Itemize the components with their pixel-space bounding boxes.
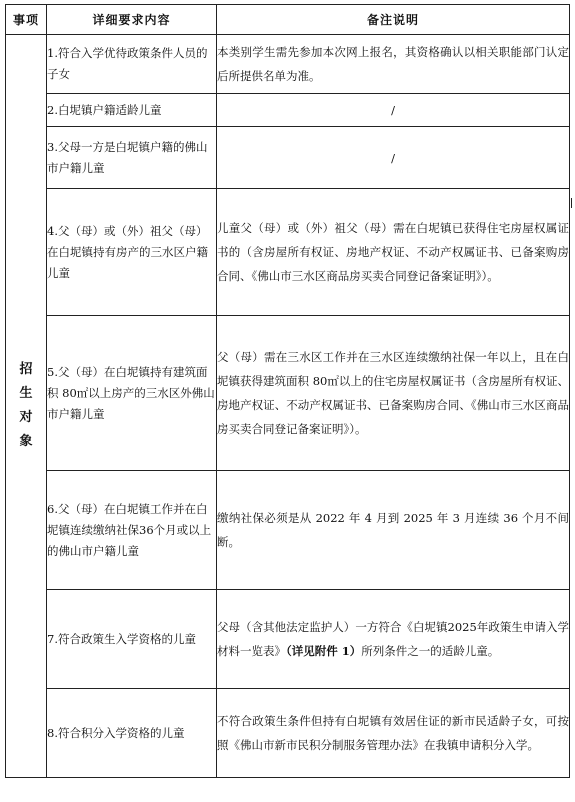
table-row xyxy=(6,471,570,590)
note-text: 所列条件之一的适龄儿童。 xyxy=(361,644,500,658)
attachment-reference: （详见附件 1） xyxy=(286,644,362,658)
table-row xyxy=(6,316,570,471)
note-cell: / xyxy=(217,94,570,127)
note-cell: 不符合政策生条件但持有白坭镇有效居住证的新市民适龄子女，可按照《佛山市新市民积分制服务管理办法》在我镇申请积分入学。 xyxy=(217,689,570,778)
table-row xyxy=(6,35,570,94)
page-edge-mark xyxy=(571,198,572,208)
requirement-cell: 3.父母一方是白坭镇户籍的佛山市户籍儿童 xyxy=(47,127,217,189)
header-row xyxy=(6,5,570,35)
note-cell: 父（母）需在三水区工作并在三水区连续缴纳社保一年以上，且在白坭镇获得建筑面积 80㎡以上的住宅房屋权属证书（含房屋所有权证、房地产权证、不动产权属证书、已备案购房合同、《佛山市三水区商品房买卖合同登记备案证明》）。 xyxy=(217,316,570,471)
requirement-cell: 8.符合积分入学资格的儿童 xyxy=(47,689,217,778)
table-row xyxy=(6,127,570,189)
note-cell: / xyxy=(217,127,570,189)
note-cell: 缴纳社保必须是从 2022 年 4 月到 2025 年 3 月连续 36 个月不间断。 xyxy=(217,471,570,590)
note-cell: 儿童父（母）或（外）祖父（母）需在白坭镇已获得住宅房屋权属证书的（含房屋所有权证、房地产权证、不动产权属证书、已备案购房合同、《佛山市三水区商品房买卖合同登记备案证明》）。 xyxy=(217,189,570,316)
requirement-cell: 5.父（母）在白坭镇持有建筑面积 80㎡以上房产的三水区外佛山市户籍儿童 xyxy=(47,316,217,471)
header-category: 事项 xyxy=(6,5,47,35)
header-requirement: 详细要求内容 xyxy=(47,5,217,35)
requirement-cell: 4.父（母）或（外）祖父（母）在白坭镇持有房产的三水区户籍儿童 xyxy=(47,189,217,316)
table-row xyxy=(6,689,570,778)
table-row xyxy=(6,590,570,689)
enrollment-policy-table xyxy=(5,4,570,778)
table-row xyxy=(6,94,570,127)
category-cell xyxy=(6,35,47,778)
category-label: 招生对象 xyxy=(19,362,33,449)
requirement-cell: 2.白坭镇户籍适龄儿童 xyxy=(47,94,217,127)
table-row xyxy=(6,189,570,316)
requirement-cell: 6.父（母）在白坭镇工作并在白坭镇连续缴纳社保36个月或以上的佛山市户籍儿童 xyxy=(47,471,217,590)
note-cell xyxy=(217,590,570,689)
note-cell: 本类别学生需先参加本次网上报名，其资格确认以相关职能部门认定后所提供名单为准。 xyxy=(217,35,570,94)
header-note: 备注说明 xyxy=(217,5,570,35)
requirement-cell: 7.符合政策生入学资格的儿童 xyxy=(47,590,217,689)
requirement-cell: 1.符合入学优待政策条件人员的子女 xyxy=(47,35,217,94)
note-text: 父母（含其他法定监护人）一方符合《白坭镇2025年政策生申请入学材料一览表》 xyxy=(217,620,569,658)
